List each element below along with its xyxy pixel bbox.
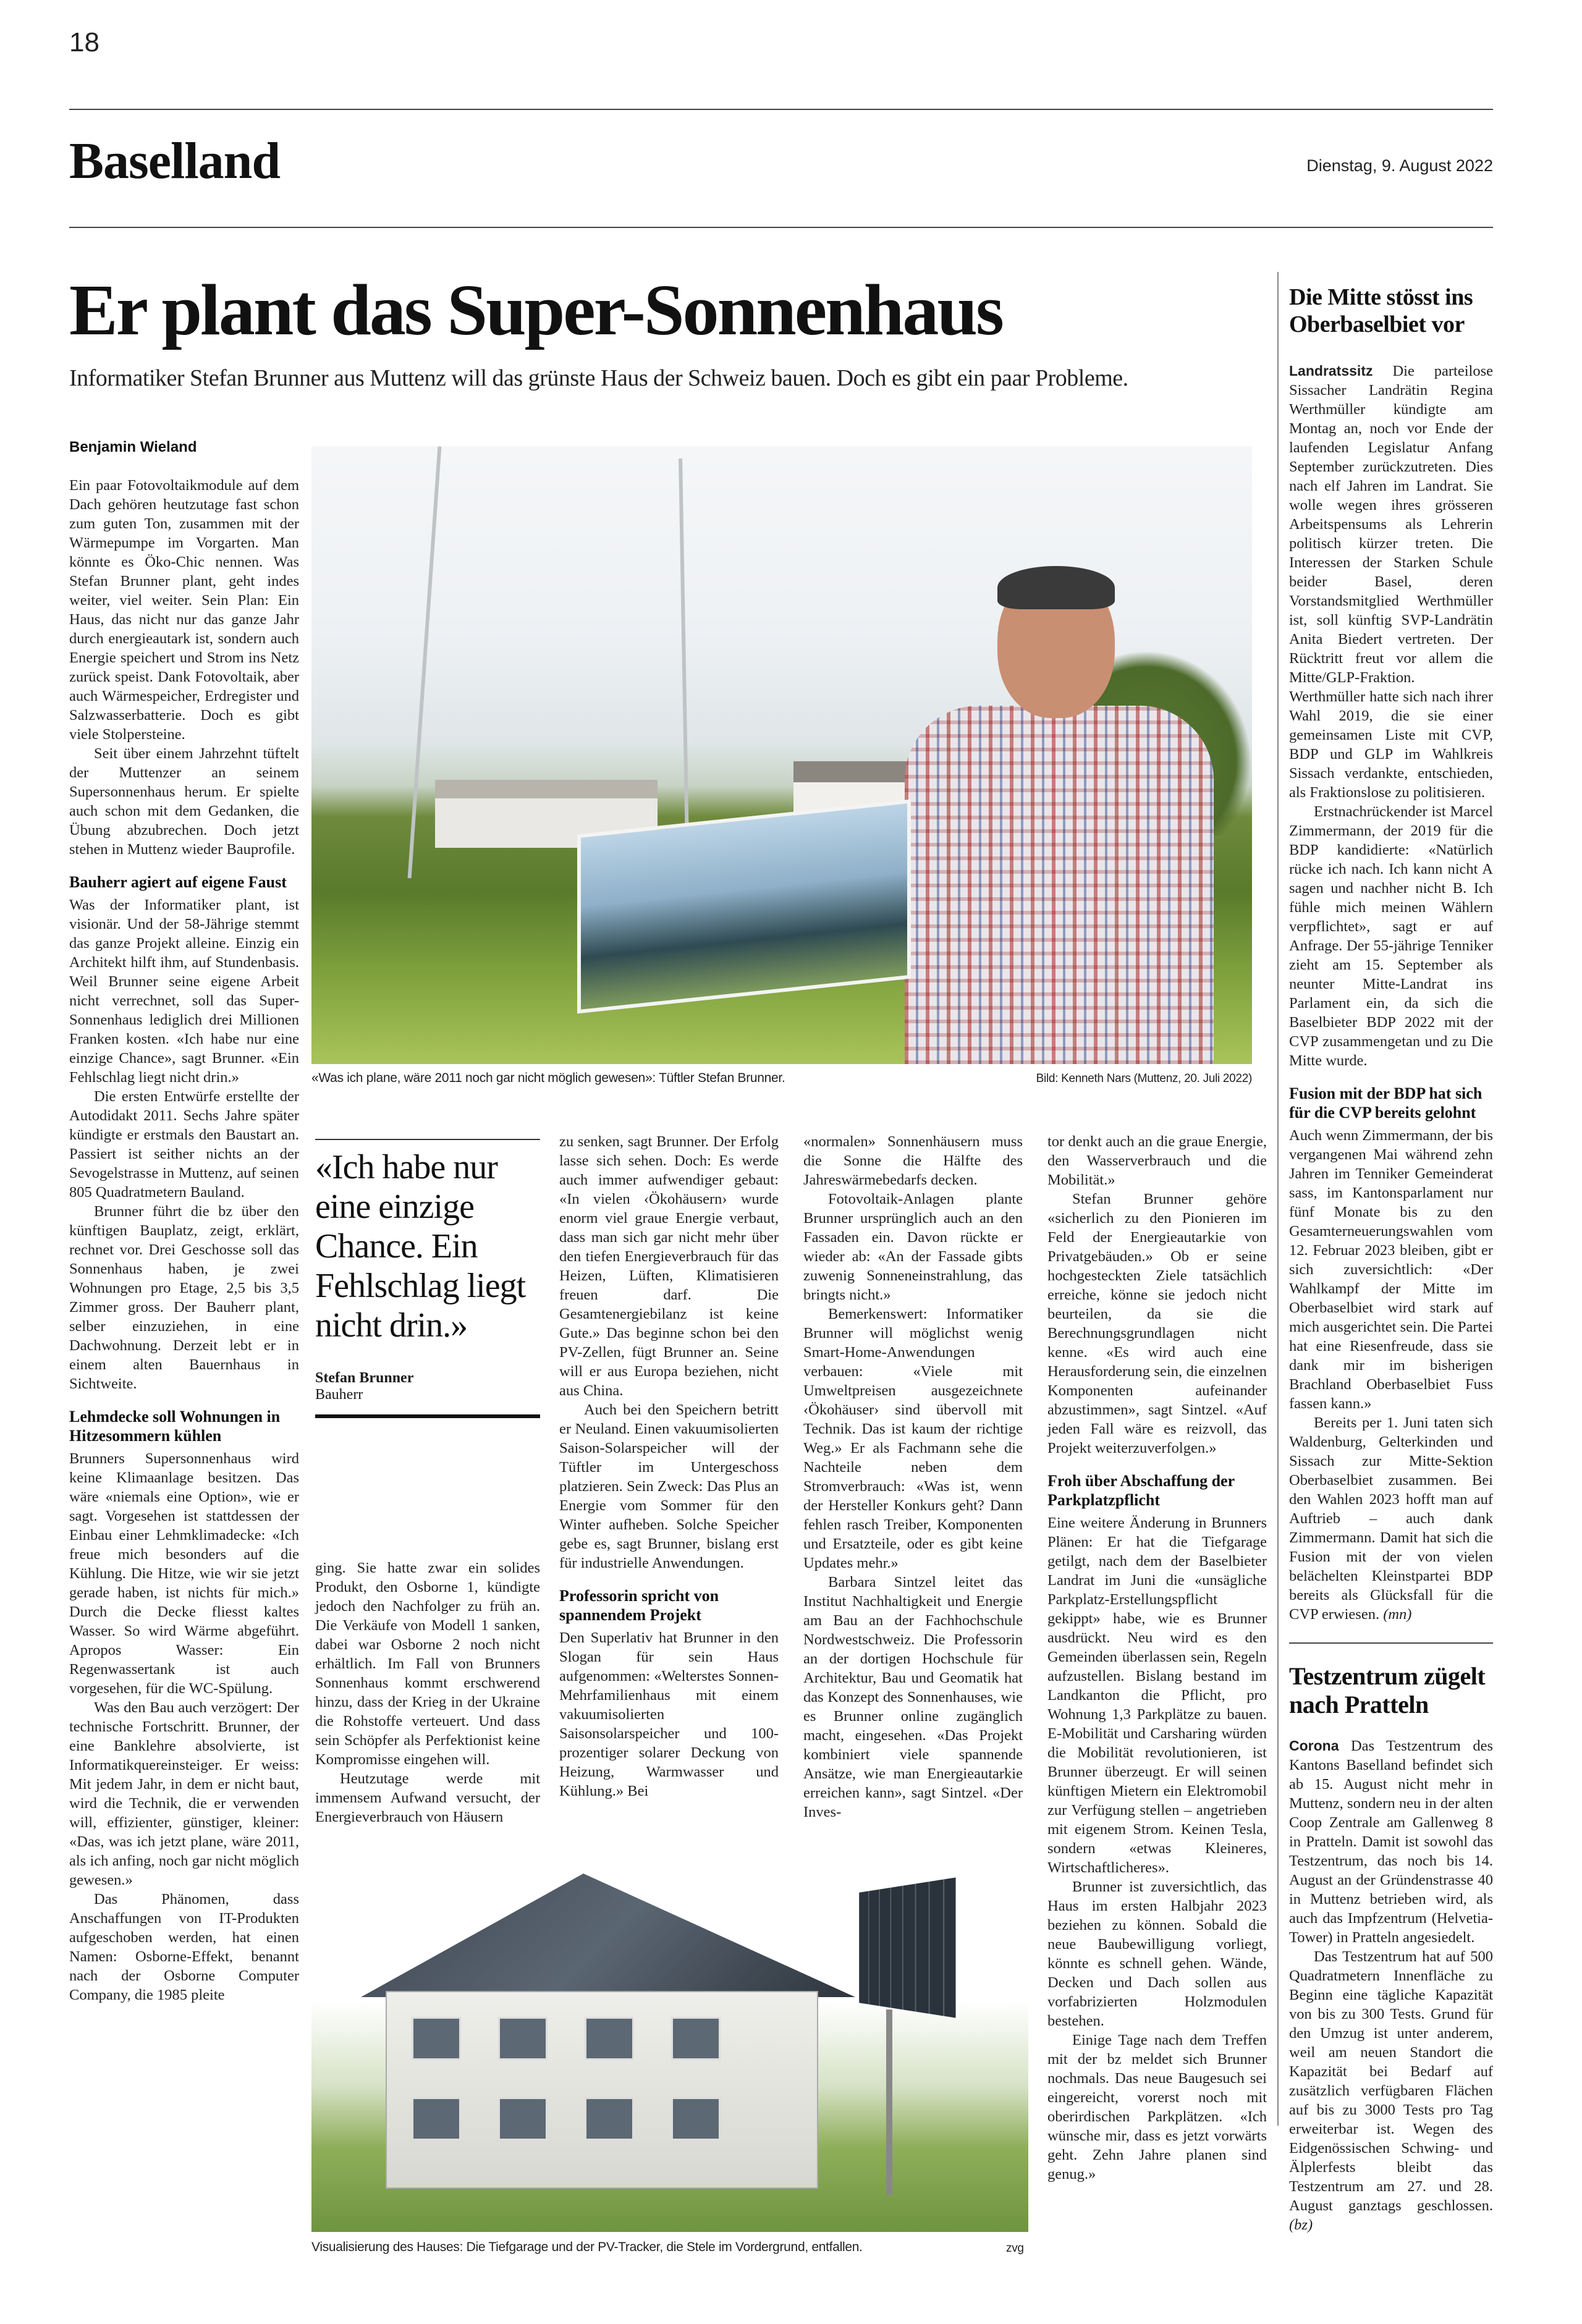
issue-date: Dienstag, 9. August 2022 <box>1306 156 1493 175</box>
article-column-5 <box>1047 1132 1267 2184</box>
window <box>585 2097 634 2140</box>
window <box>412 2097 461 2140</box>
paragraph-text: Das Testzentrum hat auf 500 Quadratmetern Innenfläche zu Beginn eine tägliche Kapazität von bis zu 300 Tests. Grund für den Umzug ist unter anderem, weil am neuen Standort die Kapazität bei Bedarf auf zusätzlich verfügbaren Flächen auf bis zu 3000 Tests pro Tag erweiterbar ist. Wegen des Eidgenössischen Schwing- und Älplerfests bleibt das Testzentrum am 27. und 28. August ganztags geschlossen. <box>1289 1948 1493 2214</box>
pull-quote <box>315 1139 540 1418</box>
window <box>498 2097 548 2140</box>
window <box>412 2017 461 2060</box>
article-headline: Er plant das Super-Sonnenhaus <box>69 269 1002 350</box>
subheading: Bauherr agiert auf eigene Faust <box>69 873 287 891</box>
building-profile-pole <box>679 458 690 879</box>
paragraph: Den Superlativ hat Brunner in den Slogan für sein Haus aufgenommen: «Welterstes Sonnen-Mehrfamilienhaus mit einem vakuumisolierten Saisonsolarspeicher und 100-prozentiger solarer Deckung von Heizung, Warmwasser und Kühlung.» Bei <box>559 1629 779 1799</box>
subheading: Fusion mit der BDP hat sich für die CVP bereits gelohnt <box>1289 1084 1483 1122</box>
paragraph-text: Bereits per 1. Juni taten sich Waldenburg, Gelterkinden und Sissach zur Mitte-Sektion Oberbaselbiet zusammen. Bei den Wahlen 2023 hofft man auf Auftrieb – auch dank Zimmermann. Damit hat sich die Fusion mit der von vielen belächelten Kleinstpartei BDP bereits als Glücksfall für die CVP erwiesen. <box>1289 1414 1493 1623</box>
paragraph: tor denkt auch an die graue Energie, den Wasserverbrauch und die Mobilität.» <box>1047 1133 1267 1188</box>
sidebar-headline-testzentrum: Testzentrum zügelt nach Pratteln <box>1289 1662 1486 1718</box>
paragraph <box>1289 361 1493 802</box>
paragraph: «normalen» Sonnenhäusern muss die Sonne die Hälfte des Jahreswärmebedarfs decken. <box>803 1133 1023 1188</box>
subheading: Professorin spricht von spannendem Projekt <box>559 1587 719 1624</box>
pull-quote-rule <box>315 1414 540 1418</box>
paragraph: Bemerkenswert: Informatiker Brunner will möglichst wenig Smart-Home-Anwendungen verbauen: «Viele mit Umweltpreisen ausgezeichnete ‹Ökohäuser› sind übervoll mit Technik. Das ist kaum der richtige Weg.» Er als Fachmann sehe die Nachteile neben dem Stromverbrauch: «Was ist, wenn der Hersteller Konkurs geht? Dann fehlen rasch Treiber, Komponenten und Ersatzteile, oder es gibt keine Updates mehr.» <box>803 1306 1023 1571</box>
sidebar-separator <box>1289 1642 1493 1644</box>
subheading: Lehmdecke soll Wohnungen in Hitzesommern kühlen <box>69 1408 281 1445</box>
visualization-credit: zvg <box>1006 2242 1024 2255</box>
photo-stefan-brunner <box>311 446 1252 1064</box>
paragraph: Fotovoltaik-Anlagen plante Brunner ursprünglich auch an den Fassaden ein. Davon rückte er wieder ab: «An der Fassade gibts zuwenig Sonneneinstrahlung, das bringts nicht.» <box>803 1191 1023 1303</box>
paragraph: zu senken, sagt Brunner. Der Erfolg lasse sich sehen. Doch: Es werde auch immer aufwendiger gebaut: «In vielen ‹Ökohäusern› wurde enorm viel graue Energie verbaut, dass man sich gar nicht mehr über den tiefen Energieverbrauch für das Heizen, Lüften, Klimatisieren freuen darf. Die Gesamtenergiebilanz ist keine Gute.» Das beginne schon bei den PV-Zellen, fügt Brunner an. Seine will er aus Europa beziehen, nicht aus China. <box>559 1133 779 1399</box>
person-stefan-brunner <box>892 570 1214 1064</box>
paragraph: Stefan Brunner gehöre «sicherlich zu den Pionieren im Feld der Energieautarkie von Privatgebäuden.» Ob er seine hochgesteckten Ziele tatsächlich erreiche, könne sie jedoch nicht beurteilen, da sie die Berechnungsgrundlagen nicht kenne. «Es wird auch eine Herausforderung sein, die einzelnen Komponenten aufeinander abzustimmen», sagt Sintzel. «Auf jeden Fall wäre es reizvoll, das Projekt weiterzuverfolgen.» <box>1047 1191 1267 1456</box>
paragraph: Auch wenn Zimmermann, der bis vergangenen Mai während zehn Jahren im Tenniker Gemeinderat sass, im Kantonsparlament nur fünf Monate bis zu den Gesamterneuerungswahlen vom 12. Februar 2023 bleiben, gibt er sich zuversichtlich: «Der Wahlkampf der Mitte im Oberbaselbiet wird stark auf mich ausgerichtet sein. Die Partei hat eine Riesenfreude, dass sie dank mir im bisherigen Brachland Oberbaselbiet Fuss fassen kann.» <box>1289 1127 1493 1412</box>
checked-shirt <box>905 706 1214 1064</box>
paragraph: Brunners Supersonnenhaus wird keine Klimaanlage besitzen. Das wäre «niemals eine Option», wie er sagt. Vorgesehen ist stattdessen der Einbau einer Lehmklimadecke: «Ich freue mich besonders auf die Kühlung. Die Hitze, wie wir sie jetzt gerade haben, ist nichts für mich.» Durch die Decke fliesst kaltes Wasser. So wird Wärme abgeführt. Apropos Wasser: Ein Regenwassertank ist auch vorgesehen, für die WC-Spülung. <box>69 1450 299 1697</box>
paragraph: Die ersten Entwürfe erstellte der Autodidakt 2011. Sechs Jahre später kündigte er erstmals den Baustart an. Passiert ist seither nichts an der Sevogelstrasse in Muttenz, auf seinen 805 Quadratmetern Bauland. <box>69 1088 299 1201</box>
article-column-2 <box>315 1558 540 1827</box>
paragraph: Brunner führt die bz über den künftigen Bauplatz, zeigt, erklärt, rechnet vor. Drei Geschosse soll das Sonnenhaus haben, je zwei Wohnungen pro Etage, 2,5 bis 3,5 Zimmer gross. Der Bauherr plant, selber einzuziehen, in eine Dachwohnung. Derzeit lebt er in einem alten Bauernhaus in Sichtweite. <box>69 1203 299 1392</box>
paragraph: Heutzutage werde mit immensem Aufwand versucht, der Energieverbrauch von Häusern <box>315 1770 540 1825</box>
pv-tracker <box>859 1877 955 2018</box>
article-column-4 <box>803 1132 1023 1822</box>
paragraph: Was den Bau auch verzögert: Der technische Fortschritt. Brunner, der eine Banklehre absolvierte, ist Informatikquereinsteiger. Er weiss: Mit jedem Jahr, in dem er nicht baut, wird die Technik, die er verwenden will, effizienter, günstiger, kleiner: «Das, was ich jetzt plane, wäre 2011, als ich anfing, noch gar nicht möglich gewesen.» <box>69 1699 299 1888</box>
article-column-1 <box>69 476 299 2005</box>
paragraph: Einige Tage nach dem Treffen mit der bz meldet sich Brunner nochmals. Das neue Baugesuch sei eingereicht, vorerst noch mit oberirdischen Parkplätzen. «Ich wünsche mir, dass es jetzt vorwärts geht. Zehn Jahre planen sind genug.» <box>1047 2032 1267 2182</box>
paragraph <box>1289 1413 1493 1624</box>
author-signature: (bz) <box>1289 2216 1313 2233</box>
stele <box>886 2009 892 2195</box>
pull-quote-text: «Ich habe nur eine einzige Chance. Ein Fehlschlag liegt nicht drin.» <box>315 1148 526 1345</box>
article-column-3 <box>559 1132 779 1801</box>
sidebar-story-mitte <box>1289 361 1493 1624</box>
window <box>671 2097 721 2140</box>
paragraph: Eine weitere Änderung in Brunners Plänen: Er hat die Tiefgarage getilgt, nach dem der Baselbieter Landrat im Juni die «unsägliche Parkplatz-Erstellungspflicht gekippt» habe, wie es Brunner ausdrückt. Neu wird es den Gemeinden überlassen sein, Regeln aufzustellen. Bislang bestand im Landkanton die Pflicht, pro Wohnung 1,3 Parkplätze zu bauen. E-Mobilität und Carsharing würden die Mobilität revolutionieren, ist Brunner überzeugt. Er will seinen künftigen Mietern ein Elektromobil zur Verfügung stellen – angetrieben mit eigenem Strom. Keinen Tesla, sondern «etwas Kleineres, Wirtschaftlicheres». <box>1047 1515 1267 1876</box>
subheading: Froh über Abschaffung der Parkplatzpflicht <box>1047 1472 1235 1509</box>
paragraph: ging. Sie hatte zwar ein solides Produkt, den Osborne 1, kündigte jedoch den Nachfolger zu früh an. Die Verkäufe von Modell 1 sanken, dabei war Osborne 2 noch nicht erhältlich. Im Fall von Brunners Sonnenhaus kommt erschwerend hinzu, dass der Krieg in der Ukraine die Rohstoffe verteuert. Und dass sein Schöpfer als Perfektionist keine Kompromisse eingehen will. <box>315 1560 540 1768</box>
paragraph-text: Das Testzentrum des Kantons Baselland befindet sich ab 15. August nicht mehr in Muttenz, sondern neu in der alten Coop Zentrale am Gallenweg 8 in Pratteln. Damit ist sowohl das Testzentrum, das noch bis 14. August an der Gründenstrasse 40 in Muttenz betrieben wird, als auch das Impfzentrum (Helvetia-Tower) in Pratteln angesiedelt. <box>1289 1738 1494 1946</box>
paragraph: Erstnachrückender ist Marcel Zimmermann, der 2019 für die BDP kandidierte: «Natürlich rücke ich nach. Ich kann nicht A sagen und nachher nicht B. Ich fühle mich meinen Wählern verpflichtet», sagt er auf Anfrage. Der 55-jährige Tenniker zieht am 15. September als neunter Mitte-Landrat ins Parlament ein, da sich die Baselbieter BDP 2022 mit der CVP zusammengetan und zu Die Mitte wurde. <box>1289 803 1493 1069</box>
paragraph <box>1289 1947 1493 2234</box>
house-visualization-image <box>311 1849 1028 2232</box>
paragraph: Seit über einem Jahrzehnt tüftelt der Muttenzer an seinem Supersonnenhaus herum. Er spielte auch schon mit dem Gedanken, die Übung abzubrechen. Doch jetzt stehen in Muttenz wieder Bauprofile. <box>69 745 299 858</box>
author-signature: (mn) <box>1383 1606 1412 1623</box>
sidebar-divider <box>1277 272 1279 2126</box>
photo-caption: «Was ich plane, wäre 2011 noch gar nicht möglich gewesen»: Tüftler Stefan Brunner. <box>311 1071 785 1085</box>
pull-quote-role: Bauherr <box>315 1387 363 1403</box>
apartment-building <box>386 1991 818 2189</box>
page-number: 18 <box>69 27 99 57</box>
paragraph <box>1289 1736 1493 1947</box>
paragraph: Brunner ist zuversichtlich, das Haus im ersten Halbjahr 2023 beziehen zu können. Sobald die neue Baubewilligung vorliegt, könnte es schnell gehen. Wände, Decken und Dach sollen aus vorfabrizierten Holzmodulen bestehen. <box>1047 1878 1267 2029</box>
window <box>498 2017 548 2060</box>
header-rule-bottom <box>69 227 1493 228</box>
person-hair <box>997 566 1115 609</box>
pull-quote-name: Stefan Brunner <box>315 1370 414 1386</box>
paragraph-text: Die parteilose Sissacher Landrätin Regina Werthmüller kündigte am Montag an, noch vor Ende der laufenden Legislatur Anfang September zurückzutreten. Dies nach elf Jahren im Landrat. Sie wolle wegen ihres grösseren Arbeitspensums als Lehrerin politisch kürzer treten. Die Interessen der Starken Schule beider Basel, deren Vorstandsmitglied Werthmüller ist, soll künftig SVP-Landrätin Anita Biedert vertreten. Der Rücktritt freut vor allem die Mitte/GLP-Fraktion. Werthmüller hatte sich nach ihrer Wahl 2019, die sie einer gemeinsamen Liste mit CVP, BDP und GLP im Wahlkreis Sissach verdankte, entschieden, als Fraktionslose zu politisieren. <box>1289 363 1493 801</box>
visualization-caption: Visualisierung des Hauses: Die Tiefgarage und der PV-Tracker, die Stele im Vordergrund, entfallen. <box>311 2240 863 2254</box>
window <box>671 2017 721 2060</box>
paragraph: Das Phänomen, dass Anschaffungen von IT-Produkten aufgeschoben werden, hat einen Namen: Osborne-Effekt, benannt nach der Osborne Computer Company, die 1985 pleite <box>69 1891 299 2003</box>
house-visualization-poster <box>577 800 911 1014</box>
solar-roof <box>361 1874 855 1997</box>
paragraph: Barbara Sintzel leitet das Institut Nachhaltigkeit und Energie am Bau an der Fachhochschule Nordwestschweiz. Die Professorin an der dortigen Hochschule für Architektur, Bau und Geomatik hat das Konzept des Sonnenhauses, wie es Brunner online zugänglich macht, eingesehen. «Das Projekt kombiniert viele spannende Ansätze, wie man Energieautarkie erreichen kann», sagt Sintzel. «Der Inves- <box>803 1574 1023 1820</box>
paragraph: Auch bei den Speichern betritt er Neuland. Einen vakuumisolierten Saison-Solarspeicher will der Tüftler im Untergeschoss platzieren. Sein Zweck: Das Plus an Energie vom Sommer für den Winter aufheben. Solche Speicher gebe es, sagt Brunner, bislang erst für industrielle Anwendungen. <box>559 1401 779 1571</box>
photo-credit: Bild: Kenneth Nars (Muttenz, 20. Juli 2022) <box>1036 1072 1252 1085</box>
header-rule-top <box>69 109 1493 110</box>
kicker: Landratssitz <box>1289 363 1373 379</box>
article-byline: Benjamin Wieland <box>69 439 197 455</box>
sidebar-headline-mitte: Die Mitte stösst ins Oberbaselbiet vor <box>1289 284 1473 337</box>
section-title: Baselland <box>69 132 281 190</box>
kicker: Corona <box>1289 1738 1339 1754</box>
paragraph: Ein paar Fotovoltaikmodule auf dem Dach gehören heutzutage fast schon zum guten Ton, zusammen mit der Wärmepumpe im Vorgarten. Man könnte es Öko-Chic nennen. Was Stefan Brunner plant, geht indes weiter, viel weiter. Sein Plan: Ein Haus, das nicht nur das ganze Jahr durch energieautark ist, sondern auch Energie speichert und Strom ins Netz zurück speist. Dank Fotovoltaik, aber auch Wärmespeicher, Erdregister und Salzwasserbatterie. Doch es gibt viele Stolpersteine. <box>69 477 299 743</box>
sidebar-story-testzentrum <box>1289 1736 1493 2234</box>
paragraph: Was der Informatiker plant, ist visionär. Und der 58-Jährige stemmt das ganze Projekt alleine. Einzig ein Architekt hilft ihm, auf Stundenbasis. Weil Brunner seine eigene Arbeit nicht verrechnet, soll das Super-Sonnenhaus lediglich drei Millionen Franken kosten. «Ich habe nur eine einzige Chance», sagt Brunner. «Ein Fehlschlag liegt nicht drin.» <box>69 897 299 1086</box>
window <box>585 2017 634 2060</box>
article-dek: Informatiker Stefan Brunner aus Muttenz will das grünste Haus der Schweiz bauen. Doch es gibt ein paar Probleme. <box>69 365 1128 391</box>
